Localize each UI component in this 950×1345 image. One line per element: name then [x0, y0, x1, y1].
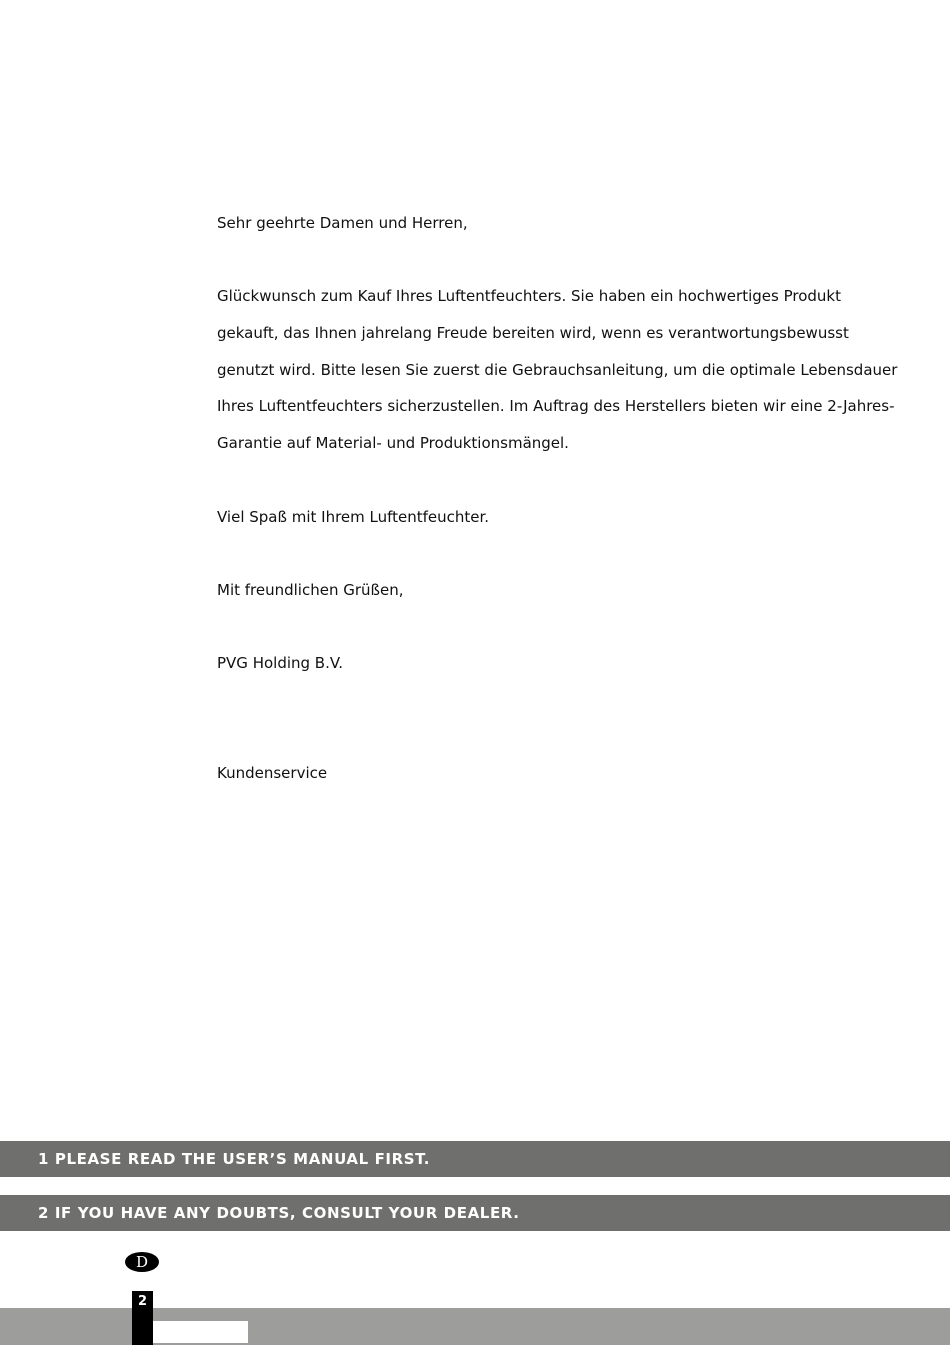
- company-name: PVG Holding B.V.: [217, 654, 343, 672]
- page-number-tab: [132, 1291, 153, 1345]
- closing-line: Mit freundlichen Grüßen,: [217, 581, 404, 599]
- body-line-2: gekauft, das Ihnen jahrelang Freude bereiten wird, wenn es verantwortungsbewusst: [217, 324, 849, 342]
- body-line-5: Garantie auf Material- und Produktionsmängel.: [217, 434, 569, 452]
- language-badge: D: [125, 1252, 159, 1272]
- salutation: Sehr geehrte Damen und Herren,: [217, 214, 468, 232]
- body-line-3: genutzt wird. Bitte lesen Sie zuerst die Gebrauchsanleitung, um die optimale Lebensdauer: [217, 361, 898, 379]
- page-strip: [153, 1321, 248, 1343]
- notice-band-1: [0, 1141, 950, 1177]
- department-name: Kundenservice: [217, 764, 328, 782]
- body-line-4: Ihres Luftentfeuchters sicherzustellen. Im Auftrag des Herstellers bieten wir eine 2-Jahres-: [217, 397, 895, 415]
- notice-text-2: 2 IF YOU HAVE ANY DOUBTS, CONSULT YOUR DEALER.: [38, 1204, 520, 1222]
- notice-text-1: 1 PLEASE READ THE USER’S MANUAL FIRST.: [38, 1150, 431, 1168]
- body-line-1: Glückwunsch zum Kauf Ihres Luftentfeuchters. Sie haben ein hochwertiges Produkt: [217, 287, 841, 305]
- notice-band-2: [0, 1195, 950, 1231]
- page-number: 2: [137, 1294, 148, 1309]
- wish-line: Viel Spaß mit Ihrem Luftentfeuchter.: [217, 508, 490, 526]
